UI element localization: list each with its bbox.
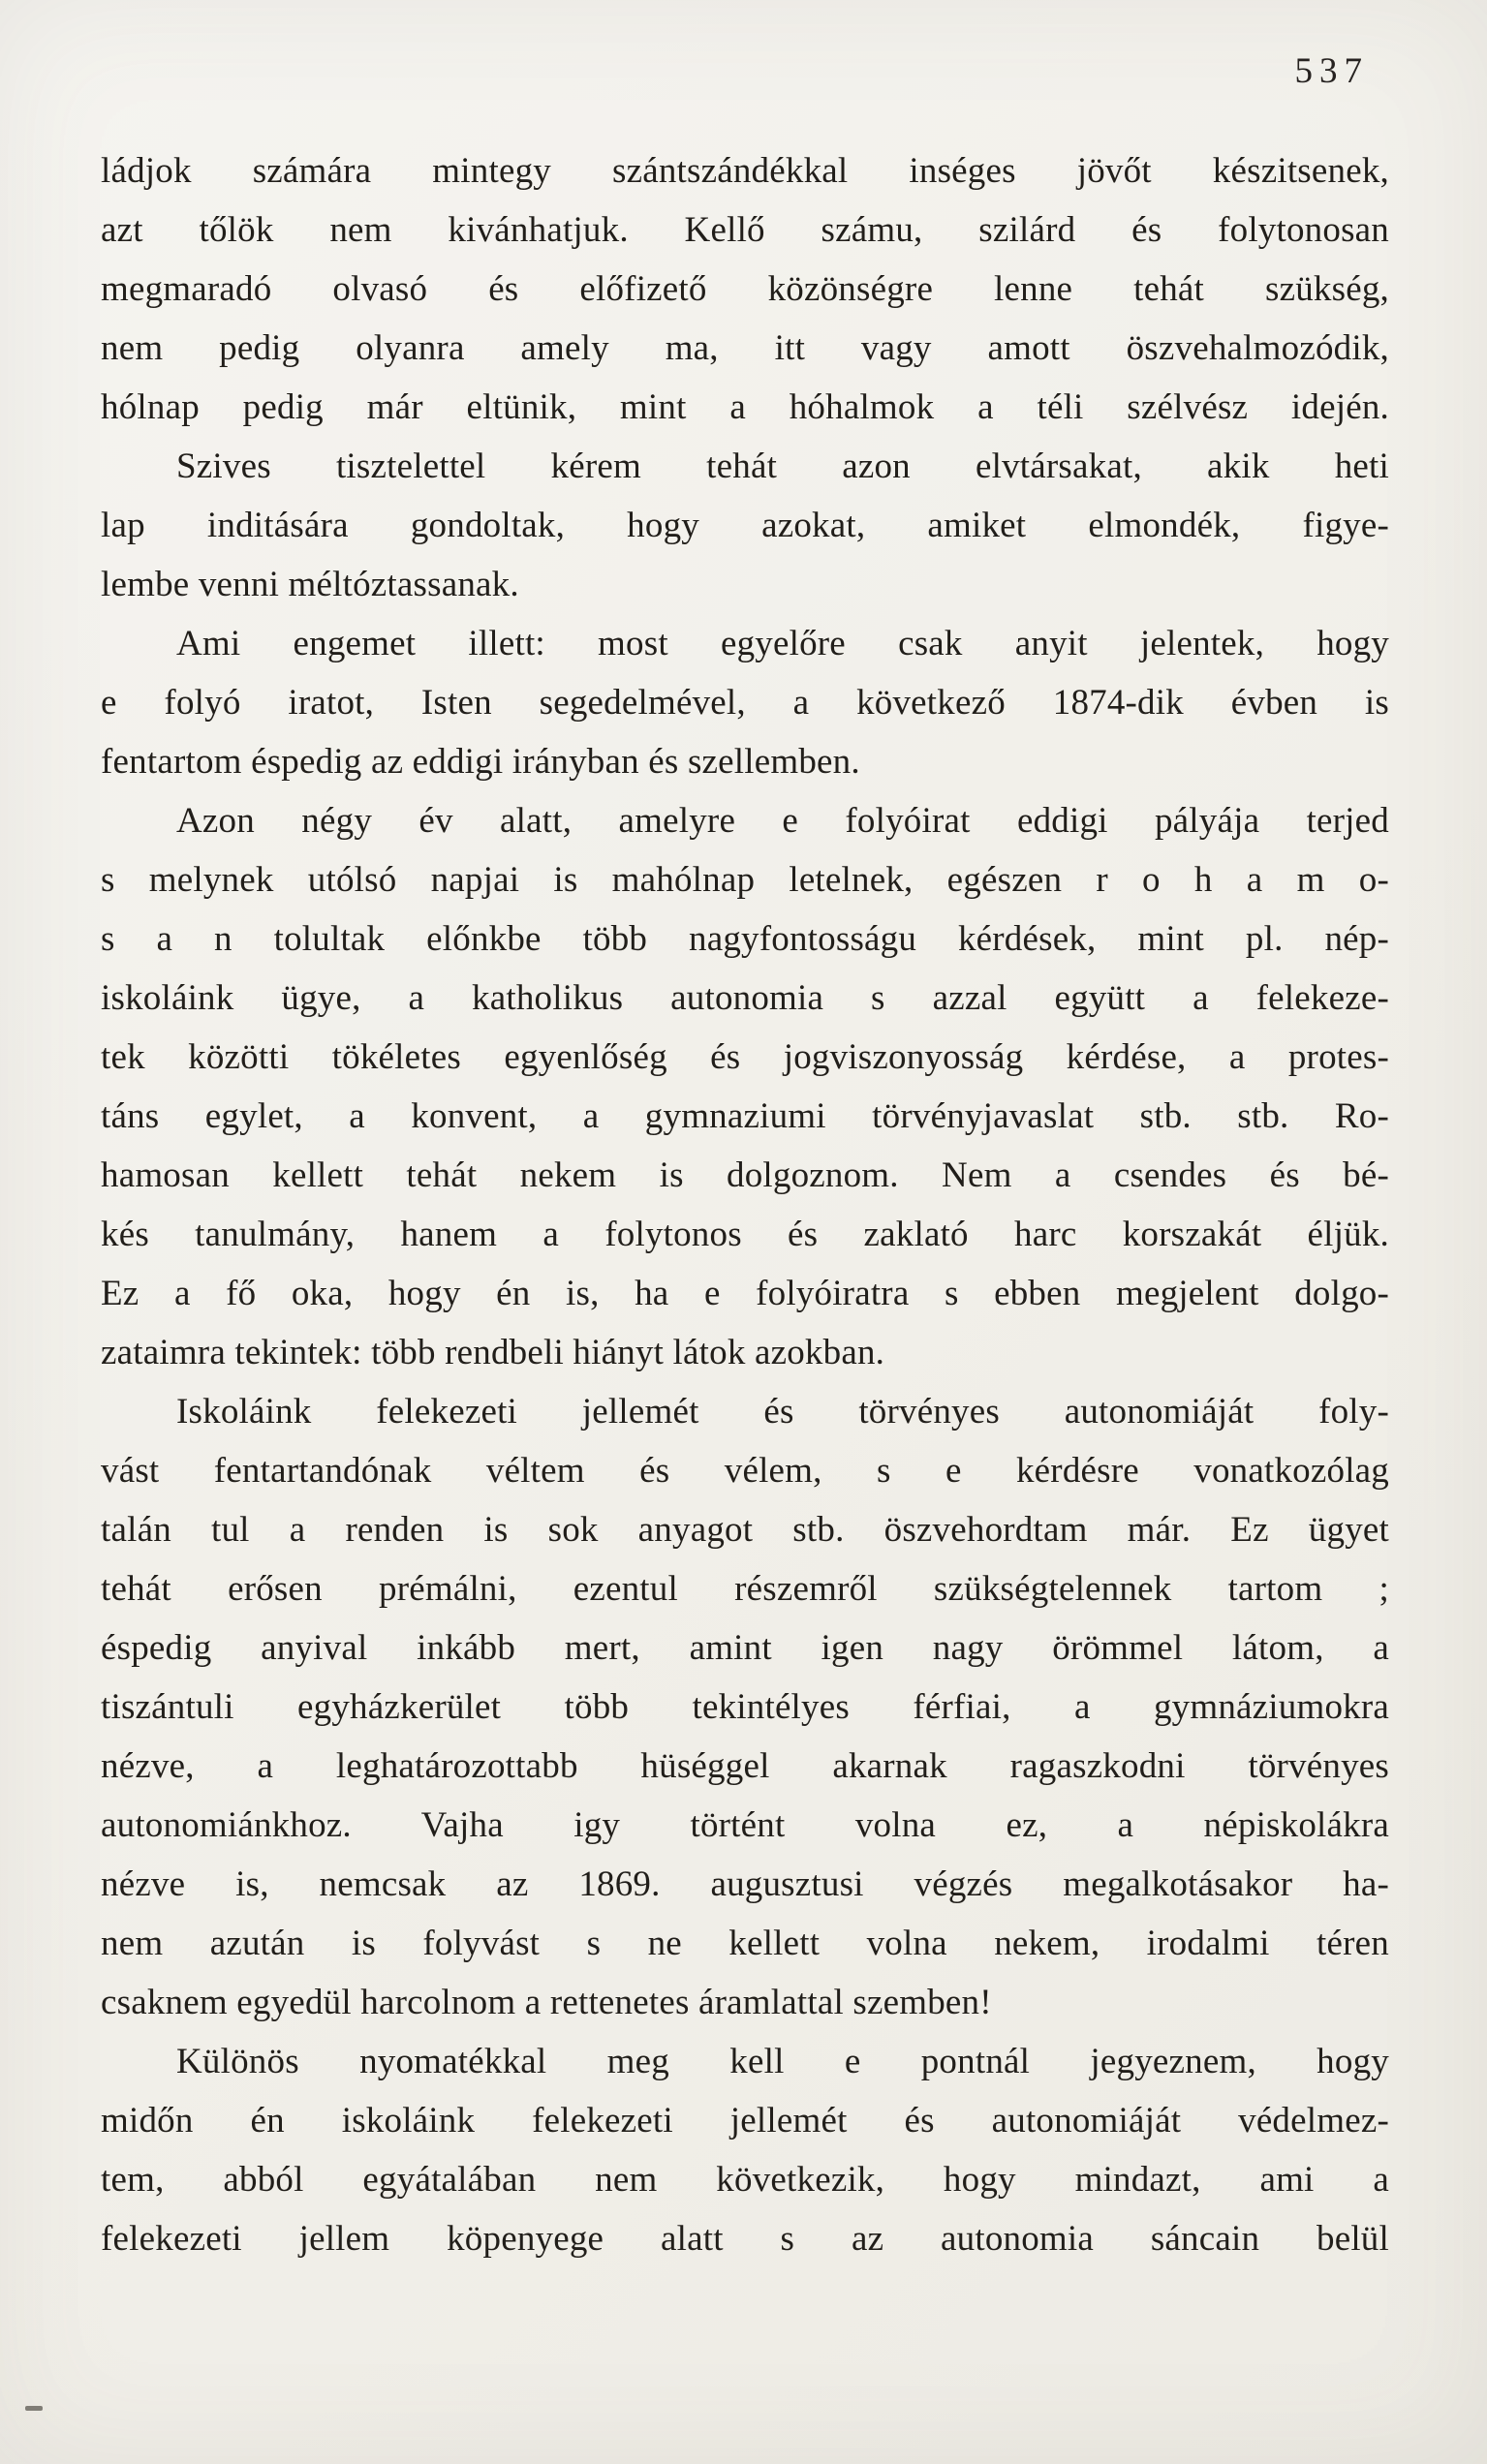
text-line: hólnap pedig már eltünik, mint a hóhalmok a téli szélvész idején. — [101, 387, 1389, 427]
paragraph — [101, 141, 1389, 437]
text-line: lap inditására gondoltak, hogy azokat, amiket elmondék, figye- — [101, 506, 1389, 545]
page-text-block — [101, 141, 1389, 2268]
paragraph — [101, 791, 1389, 1382]
paragraph — [101, 437, 1389, 614]
text-line: ládjok számára mintegy szántszándékkal inséges jövőt készitsenek, — [101, 151, 1389, 191]
text-line: tehát erősen prémálni, ezentul részemről szükségtelennek tartom ; — [101, 1569, 1389, 1609]
text-line: Iskoláink felekezeti jellemét és törvényes autonomiáját foly- — [176, 1392, 1389, 1432]
text-line: Ez a fő oka, hogy én is, ha e folyóiratra s ebben megjelent dolgo- — [101, 1274, 1389, 1313]
text-line: e folyó iratot, Isten segedelmével, a következő 1874-dik évben is — [101, 683, 1389, 723]
text-line: midőn én iskoláink felekezeti jellemét és autonomiáját védelmez- — [101, 2101, 1389, 2141]
text-line: tiszántuli egyházkerület több tekintélyes férfiai, a gymnáziumokra — [101, 1687, 1389, 1727]
paragraph — [101, 1382, 1389, 2032]
text-line: éspedig anyival inkább mert, amint igen nagy örömmel látom, a — [101, 1628, 1389, 1668]
text-line: talán tul a renden is sok anyagot stb. öszvehordtam már. Ez ügyet — [101, 1510, 1389, 1550]
text-line: lembe venni méltóztassanak. — [101, 565, 519, 604]
paragraph — [101, 2032, 1389, 2268]
text-line: felekezeti jellem köpenyege alatt s az autonomia sáncain belül — [101, 2219, 1389, 2259]
text-line: fentartom éspedig az eddigi irányban és szellemben. — [101, 742, 860, 782]
paragraph — [101, 614, 1389, 791]
text-line: nem pedig olyanra amely ma, itt vagy amott öszvehalmozódik, — [101, 328, 1389, 368]
text-line: s melynek utólsó napjai is mahólnap letelnek, egészen r o h a m o- — [101, 860, 1389, 900]
text-line: nézve, a leghatározottabb hüséggel akarnak ragaszkodni törvényes — [101, 1746, 1389, 1786]
text-line: s a n tolultak előnkbe több nagyfontosságu kérdések, mint pl. nép- — [101, 919, 1389, 959]
text-line: megmaradó olvasó és előfizető közönségre lenne tehát szükség, — [101, 269, 1389, 309]
text-line: zataimra tekintek: több rendbeli hiányt látok azokban. — [101, 1333, 885, 1372]
text-line: Azon négy év alatt, amelyre e folyóirat eddigi pályája terjed — [176, 801, 1389, 841]
text-line: tem, abból egyátalában nem következik, hogy mindazt, ami a — [101, 2160, 1389, 2200]
page-number: 537 — [1294, 51, 1369, 91]
text-line: vást fentartandónak véltem és vélem, s e kérdésre vonatkozólag — [101, 1451, 1389, 1491]
text-line: kés tanulmány, hanem a folytonos és zaklató harc korszakát éljük. — [101, 1215, 1389, 1254]
text-line: autonomiánkhoz. Vajha igy történt volna ez, a népiskolákra — [101, 1805, 1389, 1845]
text-line: iskoláink ügye, a katholikus autonomia s azzal együtt a felekeze- — [101, 978, 1389, 1018]
text-line: Szives tisztelettel kérem tehát azon elvtársakat, akik heti — [176, 447, 1389, 486]
text-line: táns egylet, a konvent, a gymnaziumi törvényjavaslat stb. stb. Ro- — [101, 1096, 1389, 1136]
text-line: nem azután is folyvást s ne kellett volna nekem, irodalmi téren — [101, 1924, 1389, 1963]
text-line: csaknem egyedül harcolnom a rettenetes áramlattal szemben! — [101, 1983, 992, 2022]
text-line: nézve is, nemcsak az 1869. augusztusi végzés megalkotásakor ha- — [101, 1864, 1389, 1904]
text-line: Különös nyomatékkal meg kell e pontnál jegyeznem, hogy — [176, 2042, 1389, 2081]
text-line: hamosan kellett tehát nekem is dolgoznom. Nem a csendes és bé- — [101, 1155, 1389, 1195]
text-line: azt tőlök nem kivánhatjuk. Kellő számu, szilárd és folytonosan — [101, 210, 1389, 250]
text-line: Ami engemet illett: most egyelőre csak anyit jelentek, hogy — [176, 624, 1389, 663]
scan-artifact-mark — [25, 2406, 43, 2411]
text-line: tek közötti tökéletes egyenlőség és jogviszonyosság kérdése, a protes- — [101, 1037, 1389, 1077]
